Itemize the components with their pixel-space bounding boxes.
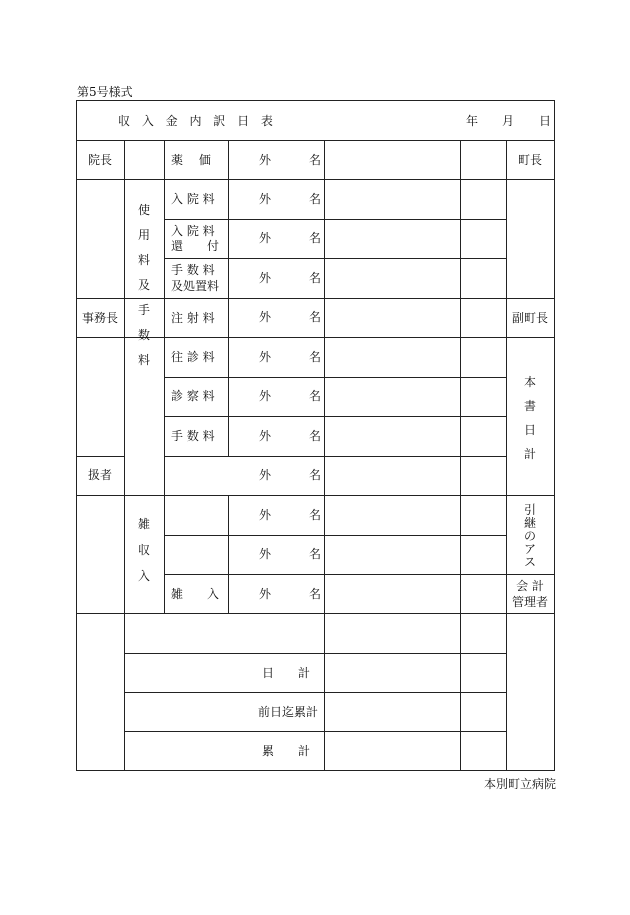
previous-cumulative-label: 前日迄累計 (258, 705, 319, 719)
town-mayor-label: 町長 (517, 153, 543, 167)
director-label: 院長 (87, 153, 113, 167)
handover-label (524, 504, 536, 568)
item-drug-price: 薬 価 (171, 153, 211, 167)
outside-count-prefix: 外 (259, 153, 272, 167)
cumulative-total-label: 累 計 (262, 744, 311, 758)
handover-char-4: ア (524, 542, 537, 556)
outside-count-prefix: 外 (259, 231, 272, 245)
outside-count-suffix: 名 (309, 547, 322, 561)
book-total-char-4: 計 (524, 447, 537, 461)
accounting-manager-label-2: 管理者 (511, 595, 549, 609)
hospital-name: 本別町立病院 (483, 777, 556, 791)
handover-char-3: の (524, 529, 537, 543)
book-total-char-1: 本 (524, 375, 537, 389)
office-manager-label: 事務長 (81, 311, 119, 325)
usage-fee-char-7: 料 (138, 353, 151, 367)
handover-char-5: ス (524, 555, 537, 569)
accounting-manager-label-1: 会 計 (516, 579, 544, 593)
outside-count-suffix: 名 (309, 231, 322, 245)
misc-income-char-1: 雑 (138, 517, 151, 531)
item-admission-refund-2: 還 付 (171, 239, 220, 253)
handover-char-2: 継 (524, 516, 537, 530)
outside-count-prefix: 外 (259, 350, 272, 364)
outside-count-prefix: 外 (259, 429, 272, 443)
usage-fee-char-1: 使 (138, 203, 151, 217)
outside-count-suffix: 名 (309, 350, 322, 364)
usage-fee-char-4: 及 (138, 278, 151, 292)
outside-count-suffix: 名 (309, 429, 322, 443)
misc-income-group-label (138, 518, 150, 582)
usage-fee-char-6: 数 (138, 328, 151, 342)
daily-total-label: 日 計 (262, 666, 311, 680)
usage-fee-char-3: 料 (138, 253, 151, 267)
book-total-char-3: 日 (524, 423, 537, 437)
usage-fee-char-2: 用 (138, 228, 151, 242)
item-handling-fee: 手 数 料 (171, 429, 215, 443)
item-admission-refund-1: 入 院 料 (171, 224, 215, 238)
book-total-char-2: 書 (524, 399, 537, 413)
form-title: 収 入 金 内 訳 日 表 (118, 114, 277, 128)
book-total-label (524, 376, 536, 460)
item-consultation-fee: 診 察 料 (171, 389, 215, 403)
outside-count-suffix: 名 (309, 587, 322, 601)
outside-count-prefix: 外 (259, 192, 272, 206)
usage-fee-char-5: 手 (138, 303, 151, 317)
date-year-label: 年 (466, 114, 479, 128)
item-house-call-fee: 往 診 料 (171, 350, 215, 364)
outside-count-prefix: 外 (259, 310, 272, 324)
outside-count-prefix: 外 (259, 468, 272, 482)
deputy-mayor-label: 副町長 (511, 311, 549, 325)
outside-count-prefix: 外 (259, 389, 272, 403)
item-misc-income: 雑 入 (171, 587, 220, 601)
outside-count-suffix: 名 (309, 153, 322, 167)
item-admission-fee: 入 院 料 (171, 192, 215, 206)
outside-count-prefix: 外 (259, 271, 272, 285)
date-month-label: 月 (502, 114, 515, 128)
outside-count-suffix: 名 (309, 468, 322, 482)
item-fee-disposal-2: 及処置料 (171, 279, 220, 293)
handover-char-1: 引 (524, 503, 537, 517)
outside-count-suffix: 名 (309, 310, 322, 324)
outside-count-suffix: 名 (309, 271, 322, 285)
date-day-label: 日 (539, 114, 552, 128)
item-injection-fee: 注 射 料 (171, 311, 215, 325)
handler-label: 扱者 (87, 468, 113, 482)
misc-income-char-3: 入 (138, 569, 151, 583)
form-number-label: 第5号様式 (77, 85, 133, 99)
outside-count-prefix: 外 (259, 547, 272, 561)
outside-count-suffix: 名 (309, 389, 322, 403)
outside-count-prefix: 外 (259, 508, 272, 522)
misc-income-char-2: 収 (138, 543, 151, 557)
outside-count-prefix: 外 (259, 587, 272, 601)
outside-count-suffix: 名 (309, 192, 322, 206)
item-fee-disposal-1: 手 数 料 (171, 263, 215, 277)
usage-fee-group-label (138, 204, 150, 366)
outside-count-suffix: 名 (309, 508, 322, 522)
